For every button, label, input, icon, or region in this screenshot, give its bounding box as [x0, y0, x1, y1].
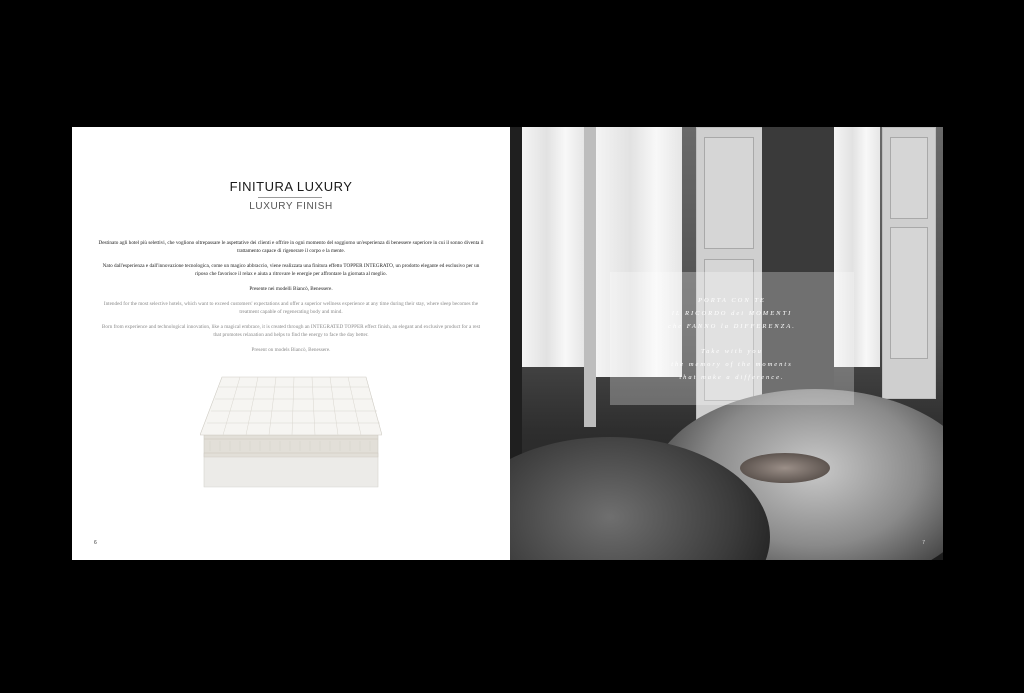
sleeping-head [740, 453, 830, 483]
brochure-spread [72, 127, 943, 560]
english-paragraph-2: Born from experience and technological innovation, like a magical embrace, it is created through an INTEGRATED TOPPER effect finish, an elegant and exclusive product for a rest that promotes relaxation and helps to find the energy to face the day better. [101, 324, 481, 338]
quote-italian-line-3: che FANNO la DIFFERENZA. [668, 323, 796, 330]
english-paragraph-3: Present on models Biancò, Benessere. [251, 347, 331, 353]
right-page-photo [510, 127, 943, 560]
curtain-left [522, 127, 584, 367]
quote-spacer [610, 333, 854, 345]
quote-italian-line-1: PORTA CON TE [698, 297, 766, 304]
page-number-left: 6 [94, 540, 97, 546]
door-panel [890, 227, 928, 359]
quote-english-line-1: Take with you [701, 348, 763, 355]
english-paragraph-1: Intended for the most selective hotels, which want to exceed customers' expectations and offer a superior wellness experience at any time during their stay, where sleep becomes the treatment capable of regenerating body and mind. [103, 301, 479, 315]
description-block [98, 239, 484, 361]
quote-english-line-3: that make a difference. [679, 374, 785, 381]
page-title: FINITURA LUXURY [229, 179, 353, 194]
page-subtitle: LUXURY FINISH [249, 201, 333, 212]
quote-overlay [610, 272, 854, 405]
window-frame [584, 127, 596, 427]
quote-english-line-2: the memory of the moments [671, 361, 793, 368]
mattress-image [200, 375, 382, 493]
italian-paragraph-1: Destinato agli hotel più selettivi, che vogliono oltrepassare le aspettative dei clienti e offrire in ogni momento del soggiorno un'esperienza di benessere superiore in cui il sonno diventa il trattamento capace di rigenerare il corpo e la mente. [98, 240, 484, 254]
title-divider [258, 197, 322, 198]
left-page [72, 127, 510, 560]
italian-paragraph-3: Presente nei modelli Biancò, Benessere. [249, 286, 333, 292]
italian-paragraph-2: Nato dall'esperienza e dall'innovazione tecnologica, come un magico abbraccio, viene realizzata una finitura effetto TOPPER INTEGRATO, un prodotto elegante ed esclusivo per un riposo che favorisce il relax e aiuta a ritrovare le energie per affrontare la giornata al meglio. [102, 263, 480, 277]
door-panel [890, 137, 928, 219]
door-panel [704, 137, 754, 249]
quote-italian-line-2: IL RICORDO dei MOMENTI [671, 310, 793, 317]
page-number-right: 7 [922, 540, 925, 546]
